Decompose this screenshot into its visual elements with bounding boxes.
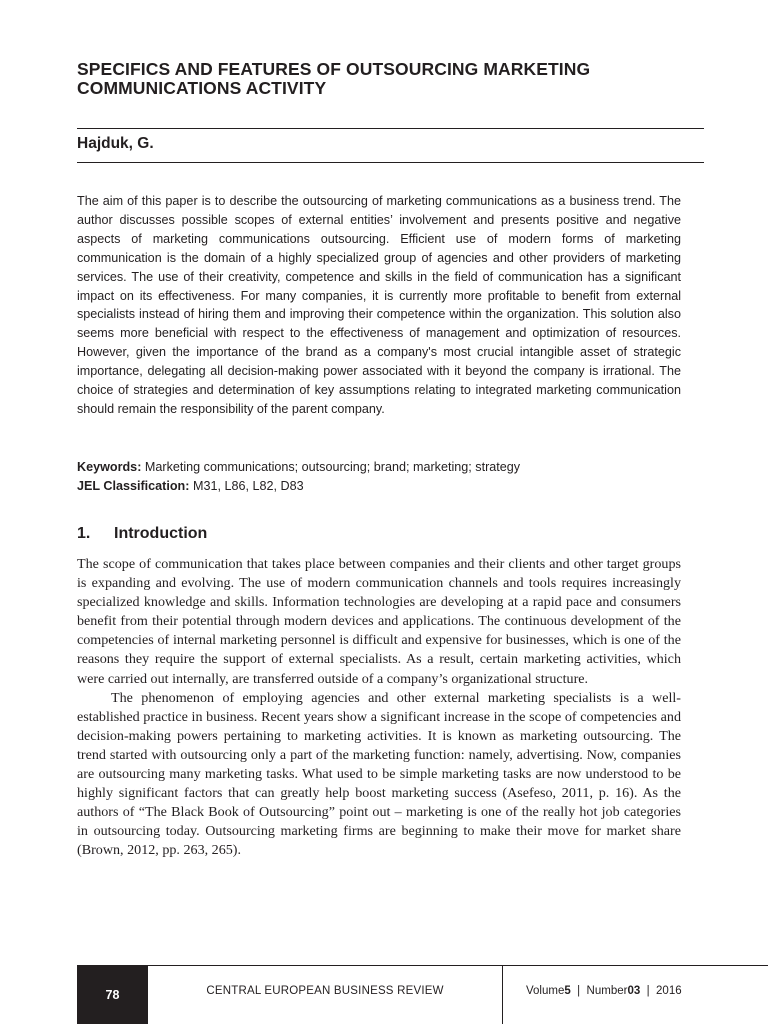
- jel-value: M31, L86, L82, D83: [189, 479, 304, 493]
- issue-year: 2016: [656, 985, 682, 997]
- section-heading: [77, 525, 207, 543]
- keywords-label: Keywords:: [77, 460, 142, 474]
- volume-label: Volume: [526, 985, 565, 997]
- title-rule: [77, 128, 704, 129]
- paper-title: SPECIFICS AND FEATURES OF OUTSOURCING MARKETING COMMUNICATIONS ACTIVITY: [77, 59, 591, 98]
- volume-number: 5: [564, 985, 571, 997]
- keywords: [77, 458, 681, 477]
- section-body: [77, 555, 681, 861]
- body-paragraph: The phenomenon of employing agencies and other external marketing specialists is a well-established practice in business. Recent years show a significant increase in the scope of competencies and decision-making powers pertaining to marketing activities. It is known as marketing outsourcing. The trend started with outsourcing only a part of the marketing function: namely, advertising. Now, companies are outsourcing many marketing tasks. What used to be simple marketing tasks are now understood to be highly significant factors that can greatly help boost marketing success (Asefeso, 2011, p. 16). As the authors of “The Black Book of Outsourcing” point out – marketing is one of the really hot job categories in outsourcing today. Outsourcing marketing firms are beginning to make their move for market share (Brown, 2012, pp. 263, 265).: [77, 689, 681, 859]
- number-label: Number: [586, 985, 628, 997]
- author-rule: [77, 162, 704, 163]
- section-title: Introduction: [114, 525, 208, 542]
- issue-separator: |: [570, 985, 587, 997]
- issue-separator: |: [640, 985, 657, 997]
- footer-divider: [502, 966, 503, 1024]
- author-name: Hajduk, G.: [77, 135, 154, 152]
- section-number: 1.: [77, 525, 91, 542]
- jel-label: JEL Classification:: [77, 479, 190, 493]
- issue-info: [526, 966, 682, 1016]
- issue-number: 03: [627, 985, 641, 997]
- page-number: 78: [77, 966, 148, 1024]
- jel-classification: [77, 477, 681, 496]
- abstract: The aim of this paper is to describe the outsourcing of marketing communications as a business trend. The author discusses possible scopes of external entities’ involvement and presents positive and negative aspects of marketing communications outsourcing. Efficient use of modern forms of marketing communication is the domain of a highly specialized group of agencies and other providers of marketing services. The use of their creativity, competence and skills in the field of communication has a significant impact on its effectiveness. For many companies, it is currently more profitable to benefit from external specialists instead of hiring them and improving their competence within the organization. This solution also seems more beneficial with respect to the effectiveness of management and optimization of resources. However, given the importance of the brand as a company's most crucial intangible asset of strategic importance, delegating all decision-making power associated with it beyond the company is irrational. The choice of strategies and determination of key assumptions relating to integrated marketing communication should remain the responsibility of the parent company.: [77, 194, 681, 416]
- body-paragraph: The scope of communication that takes place between companies and their clients and other target groups is expanding and evolving. The use of modern communication channels and tools requires increasingly specialized knowledge and skills. Information technologies are developing at a rapid pace and consumers benefit from their potential through modern devices and applications. The continuous development of the competencies of internal marketing personnel is difficult and expensive for businesses, which is one of the reasons they require the support of external specialists. As a result, certain marketing activities, which were carried out internally, are transferred outside of a company’s organizational structure.: [77, 556, 681, 687]
- journal-name: CENTRAL EUROPEAN BUSINESS REVIEW: [206, 985, 444, 997]
- keywords-value: Marketing communications; outsourcing; brand; marketing; strategy: [141, 460, 521, 474]
